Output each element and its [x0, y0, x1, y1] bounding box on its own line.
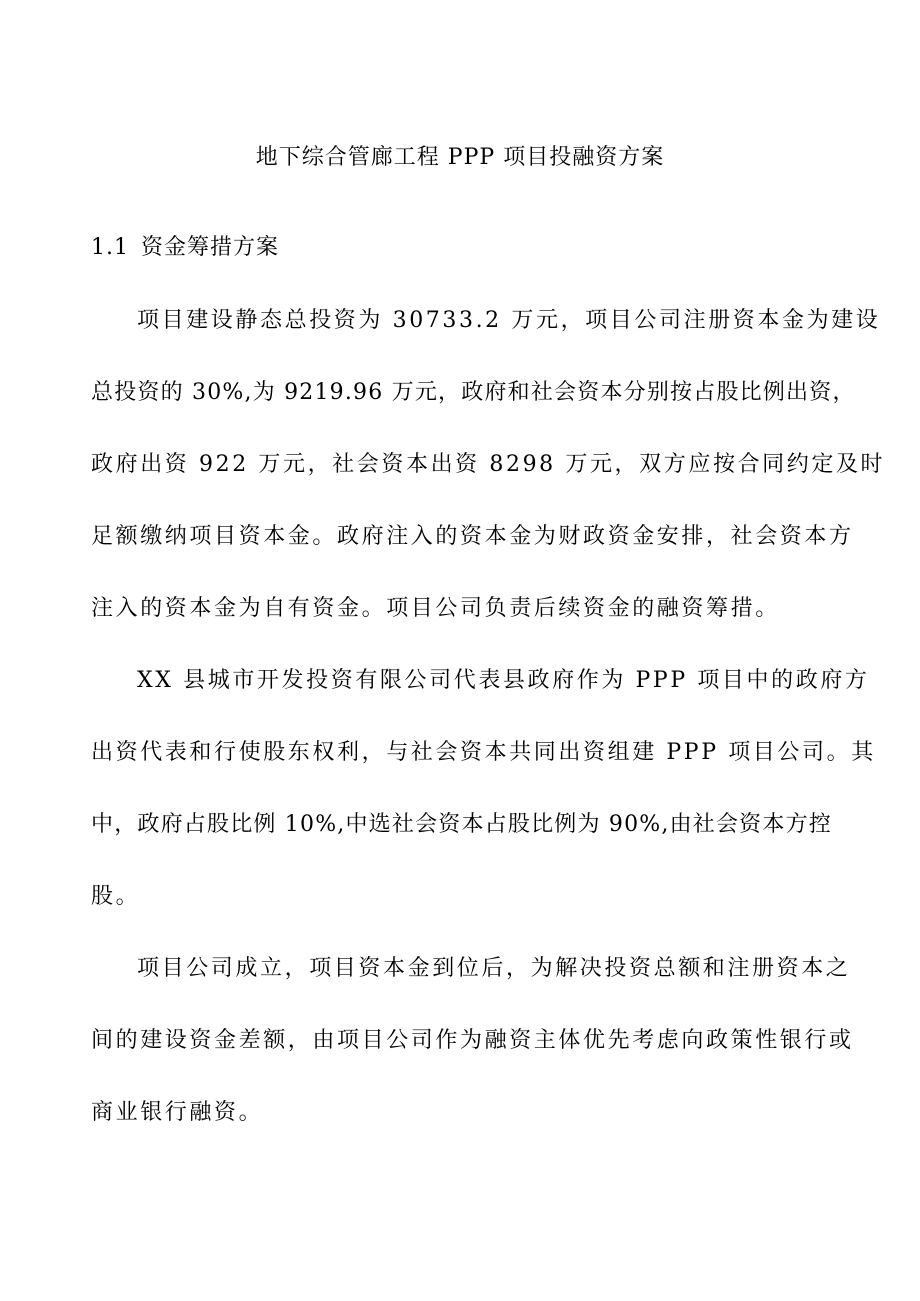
paragraph-2-line-3: 中，政府占股比例 10%,中选社会资本占股比例为 90%,由社会资本方控: [91, 812, 832, 837]
section-heading: [91, 232, 279, 264]
paragraph-1-line-5: 注入的资本金为自有资金。项目公司负责后续资金的融资筹措。: [91, 596, 780, 621]
paragraph-1-line-2: 总投资的 30%,为 9219.96 万元，政府和社会资本分别按占股比例出资，: [91, 380, 856, 405]
paragraph-2-line-1: XX 县城市开发投资有限公司代表县政府作为 PPP 项目中的政府方: [137, 668, 870, 693]
section-title: 资金筹措方案: [141, 235, 280, 260]
paragraph-3-line-3: 商业银行融资。: [91, 1100, 264, 1125]
paragraph-3-line-2: 间的建设资金差额，由项目公司作为融资主体优先考虑向政策性银行或: [91, 1028, 854, 1053]
document-title: 地下综合管廊工程 PPP 项目投融资方案: [255, 145, 665, 170]
paragraph-1-line-1: 项目建设静态总投资为 30733.2 万元，项目公司注册资本金为建设: [137, 308, 881, 333]
paragraph-3-line-1: 项目公司成立，项目资本金到位后，为解决投资总额和注册资本之: [137, 956, 851, 981]
paragraph-2-line-4: 股。: [91, 884, 141, 909]
paragraph-1-line-4: 足额缴纳项目资本金。政府注入的资本金为财政资金安排，社会资本方: [91, 524, 854, 549]
section-number: 1.1: [91, 235, 129, 260]
paragraph-2-line-2: 出资代表和行使股东权利，与社会资本共同出资组建 PPP 项目公司。其: [91, 740, 876, 765]
paragraph-1-line-3: 政府出资 922 万元，社会资本出资 8298 万元，双方应按合同约定及时: [91, 452, 886, 477]
